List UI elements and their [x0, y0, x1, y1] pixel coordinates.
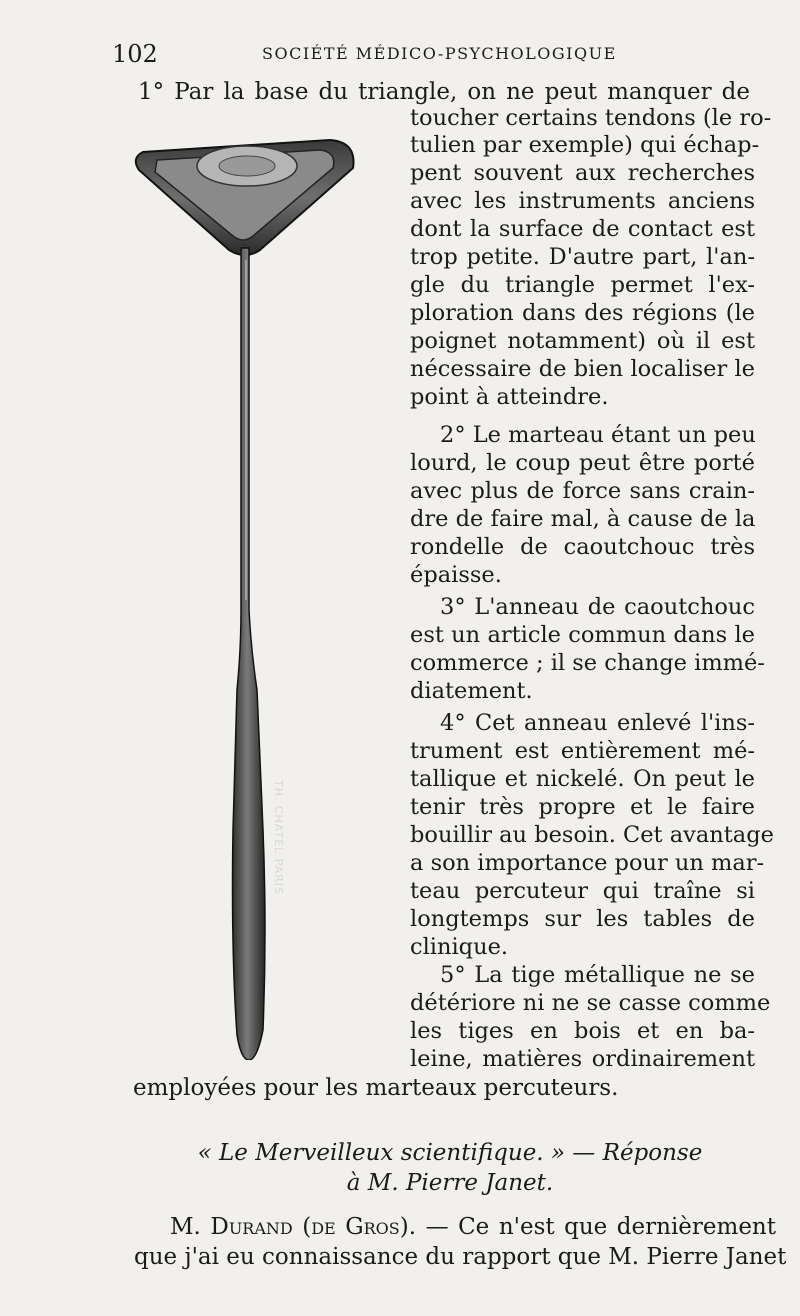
text-line: les tiges en bois et en ba-: [410, 1018, 755, 1044]
text-line: 1° Par la base du triangle, on ne peut manquer de: [138, 79, 750, 105]
text-line: 2° Le marteau étant un peu: [440, 422, 756, 448]
text-line: a son importance pour un mar-: [410, 850, 765, 876]
text-line: rondelle de caoutchouc très: [410, 534, 755, 560]
text-line: longtemps sur les tables de: [410, 906, 755, 932]
text-line: 5° La tige métallique ne se: [440, 962, 755, 988]
text-line: point à atteindre.: [410, 384, 609, 410]
text-line: dont la surface de contact est: [410, 216, 755, 242]
text-line: avec les instruments anciens: [410, 188, 755, 214]
section-title: à M. Pierre Janet.: [346, 1170, 554, 1196]
reflex-hammer-icon: [125, 130, 385, 1060]
reflex-hammer-illustration: [125, 130, 385, 1060]
text-line: est un article commun dans le: [410, 622, 755, 648]
text-line: commerce ; il se change immé-: [410, 650, 765, 676]
text-line: diatement.: [410, 678, 533, 704]
text-line: employées pour les marteaux percuteurs.: [133, 1075, 619, 1101]
text-line: trument est entièrement mé-: [410, 738, 755, 764]
text-line: dre de faire mal, à cause de la: [410, 506, 756, 532]
text-line: lourd, le coup peut être porté: [410, 450, 755, 476]
closing-line: [170, 1212, 776, 1242]
text-line: pent souvent aux recherches: [410, 160, 755, 186]
hammer-engraving: TH. CHATEL PARIS: [272, 780, 285, 896]
text-line: toucher certains tendons (le ro-: [410, 105, 772, 131]
text-line: 4° Cet anneau enlevé l'ins-: [440, 710, 755, 736]
text-line: trop petite. D'autre part, l'an-: [410, 244, 755, 270]
text-line: gle du triangle permet l'ex-: [410, 272, 755, 298]
speaker-name: M. Durand (de Gros).: [170, 1214, 417, 1240]
text-line: nécessaire de bien localiser le: [410, 356, 755, 382]
closing-text: — Ce n'est que dernièrement: [416, 1214, 776, 1240]
closing-line: que j'ai eu connaissance du rapport que M. Pierre Janet: [134, 1244, 787, 1270]
text-line: bouillir au besoin. Cet avantage: [410, 822, 774, 848]
text-line: poignet notamment) où il est: [410, 328, 755, 354]
text-line: détériore ni ne se casse comme: [410, 990, 771, 1016]
text-line: ploration dans des régions (le: [410, 300, 755, 326]
page-header: [112, 40, 632, 70]
text-line: tenir très propre et le faire: [410, 794, 755, 820]
section-title: « Le Merveilleux scientifique. » — Réponse: [197, 1140, 703, 1166]
text-line: clinique.: [410, 934, 509, 960]
page-number: 102: [112, 40, 158, 68]
text-line: leine, matières ordinairement: [410, 1046, 755, 1072]
text-line: avec plus de force sans crain-: [410, 478, 755, 504]
text-line: teau percuteur qui traîne si: [410, 878, 755, 904]
text-line: 3° L'anneau de caoutchouc: [440, 594, 755, 620]
text-line: épaisse.: [410, 562, 502, 588]
text-line: tallique et nickelé. On peut le: [410, 766, 755, 792]
text-line: tulien par exemple) qui échap-: [410, 132, 760, 158]
running-head: SOCIÉTÉ MÉDICO-PSYCHOLOGIQUE: [262, 44, 617, 63]
